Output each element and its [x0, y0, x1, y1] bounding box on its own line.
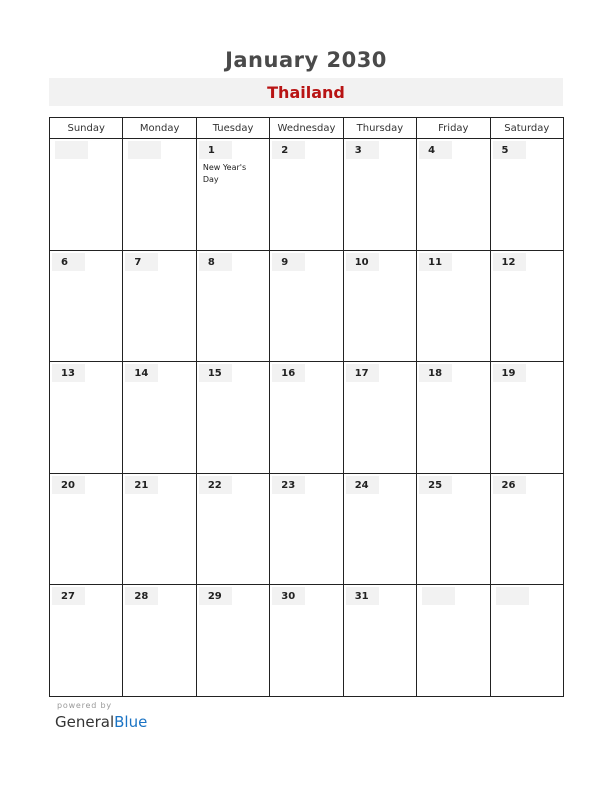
day-cell	[270, 250, 343, 362]
week-row	[50, 139, 564, 251]
day-number: 17	[346, 364, 379, 382]
day-cell	[123, 585, 196, 697]
day-number: 3	[346, 141, 379, 159]
day-cell	[270, 585, 343, 697]
day-cell	[123, 139, 196, 251]
week-row	[50, 362, 564, 474]
day-number: 28	[125, 587, 158, 605]
day-number: 15	[199, 364, 232, 382]
day-number: 30	[272, 587, 305, 605]
day-number: 8	[199, 253, 232, 271]
day-number: 5	[493, 141, 526, 159]
brand-logo[interactable]	[55, 713, 147, 731]
day-number: 6	[52, 253, 85, 271]
brand-general: General	[55, 713, 115, 731]
day-cell	[490, 250, 563, 362]
day-cell	[196, 362, 269, 474]
empty-day-box	[128, 141, 161, 159]
day-number: 10	[346, 253, 379, 271]
day-cell	[270, 362, 343, 474]
day-cell	[196, 139, 269, 251]
powered-by-text: powered by	[57, 701, 112, 710]
day-number: 27	[52, 587, 85, 605]
day-cell	[343, 362, 416, 474]
day-number: 14	[125, 364, 158, 382]
week-row	[50, 250, 564, 362]
day-cell	[196, 250, 269, 362]
day-number: 2	[272, 141, 305, 159]
calendar-title: January 2030	[225, 48, 387, 72]
day-number: 13	[52, 364, 85, 382]
day-cell	[123, 473, 196, 585]
day-cell	[50, 585, 123, 697]
day-number: 18	[419, 364, 452, 382]
empty-day-box	[496, 587, 529, 605]
day-number: 19	[493, 364, 526, 382]
day-cell	[50, 250, 123, 362]
empty-day-box	[422, 587, 455, 605]
day-number: 25	[419, 476, 452, 494]
day-cell	[343, 250, 416, 362]
weekday-header-row	[50, 118, 564, 139]
empty-day-box	[55, 141, 88, 159]
day-number: 1	[199, 141, 232, 159]
day-number: 24	[346, 476, 379, 494]
calendar-grid	[49, 117, 564, 697]
day-cell	[490, 139, 563, 251]
weekday-friday: Friday	[417, 118, 490, 139]
weekday-wednesday: Wednesday	[270, 118, 343, 139]
day-cell	[270, 139, 343, 251]
brand-blue: Blue	[114, 713, 148, 731]
day-number: 22	[199, 476, 232, 494]
day-number: 20	[52, 476, 85, 494]
day-number: 29	[199, 587, 232, 605]
day-number: 11	[419, 253, 452, 271]
day-cell	[490, 585, 563, 697]
day-number: 31	[346, 587, 379, 605]
day-cell	[490, 362, 563, 474]
weekday-tuesday: Tuesday	[196, 118, 269, 139]
day-number: 12	[493, 253, 526, 271]
day-cell	[417, 585, 490, 697]
day-cell	[490, 473, 563, 585]
day-cell	[343, 585, 416, 697]
week-row	[50, 473, 564, 585]
day-cell	[123, 250, 196, 362]
day-cell	[417, 139, 490, 251]
day-number: 26	[493, 476, 526, 494]
day-number: 7	[125, 253, 158, 271]
weekday-monday: Monday	[123, 118, 196, 139]
day-number: 9	[272, 253, 305, 271]
day-cell	[196, 585, 269, 697]
day-cell	[417, 473, 490, 585]
week-row	[50, 585, 564, 697]
day-cell	[417, 362, 490, 474]
day-cell	[50, 473, 123, 585]
day-cell	[343, 139, 416, 251]
weekday-thursday: Thursday	[343, 118, 416, 139]
day-number: 4	[419, 141, 452, 159]
weekday-saturday: Saturday	[490, 118, 563, 139]
country-banner: Thailand	[49, 78, 563, 106]
day-cell	[417, 250, 490, 362]
day-cell	[270, 473, 343, 585]
day-cell	[50, 139, 123, 251]
holiday-label: New Year's Day	[202, 163, 247, 184]
day-number: 21	[125, 476, 158, 494]
day-number: 23	[272, 476, 305, 494]
day-cell	[196, 473, 269, 585]
day-cell	[343, 473, 416, 585]
weekday-sunday: Sunday	[50, 118, 123, 139]
day-cell	[50, 362, 123, 474]
day-cell	[123, 362, 196, 474]
day-number: 16	[272, 364, 305, 382]
